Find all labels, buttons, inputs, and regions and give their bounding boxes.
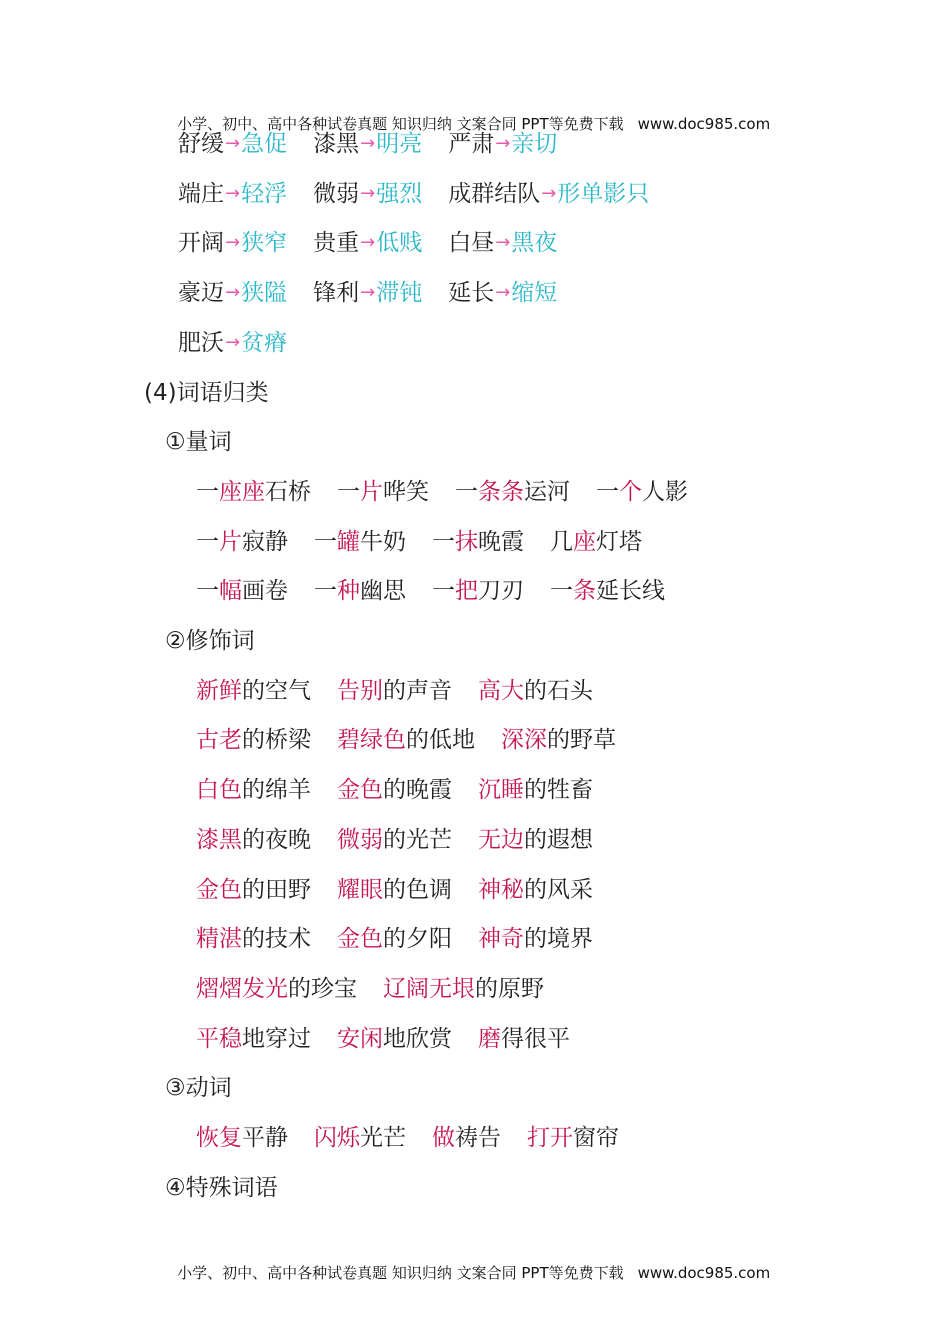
modifier-word: 白色: [196, 777, 242, 804]
modifier-word: 沉睡: [478, 777, 524, 804]
antonym-pair: [313, 271, 422, 317]
antonym-word: 轻浮: [241, 180, 288, 207]
verb-phrase: [196, 1116, 288, 1160]
modifier-word: 磨: [478, 1025, 501, 1052]
arrow-icon: →: [225, 232, 241, 254]
modifier-row: [196, 768, 593, 812]
measure-word: 罐: [337, 528, 360, 555]
measure-phrase: [196, 569, 288, 613]
numeral: 几: [550, 528, 573, 555]
measure-word-row: [196, 470, 688, 514]
modifier-phrase: [337, 1017, 452, 1061]
modifier-phrase: [478, 818, 593, 862]
object-word: 窗帘: [573, 1125, 619, 1151]
measure-phrase: [550, 520, 642, 564]
word: 贵重: [313, 230, 360, 257]
word: 端庄: [178, 180, 224, 207]
antonym-row: [178, 122, 557, 166]
modifier-phrase: [196, 917, 311, 961]
head-word: 的低地: [406, 727, 475, 754]
modifier-phrase: [478, 768, 593, 812]
antonym-word: 亲切: [511, 131, 558, 157]
modifier-word: 微弱: [337, 826, 383, 853]
modifier-phrase: [196, 669, 311, 713]
arrow-icon: →: [495, 282, 511, 304]
footer-banner: [158, 1244, 770, 1301]
head-word: 的声音: [383, 677, 452, 704]
verb-word: 闪烁: [314, 1125, 360, 1151]
antonym-word: 狭窄: [241, 230, 288, 257]
antonym-row: [178, 221, 557, 265]
verb-phrase: [432, 1116, 501, 1160]
modifier-row: [196, 967, 544, 1011]
modifier-word: 耀眼: [337, 876, 383, 903]
measure-phrase: [314, 569, 406, 613]
subsection-heading: [165, 619, 255, 663]
head-word: 地欣赏: [383, 1025, 452, 1052]
antonym-word: 形单影只: [557, 180, 650, 207]
antonym-word: 强烈: [376, 180, 423, 207]
subsection-title: ②修饰词: [165, 628, 255, 654]
modifier-phrase: [383, 967, 544, 1011]
modifier-phrase: [196, 818, 311, 862]
head-word: 的牲畜: [524, 777, 593, 804]
numeral: 一: [432, 528, 455, 555]
measure-phrase: [432, 569, 524, 613]
measure-word: 种: [337, 578, 360, 605]
arrow-icon: →: [495, 232, 511, 254]
modifier-word: 辽阔无垠: [383, 975, 475, 1002]
verb-word: 恢复: [196, 1125, 242, 1151]
subsection-heading: [165, 420, 232, 464]
word: 漆黑: [313, 131, 360, 157]
measure-word-row: [196, 520, 642, 564]
modifier-phrase: [196, 1017, 311, 1061]
head-word: 的原野: [475, 975, 544, 1002]
banner-text: 小学、初中、高中各种试卷真题 知识归纳 文案合同 PPT等免费下载: [177, 1264, 624, 1282]
measure-word: 条: [573, 578, 596, 605]
measure-word: 个: [619, 478, 642, 505]
modifier-phrase: [337, 768, 452, 812]
numeral: 一: [455, 478, 478, 505]
head-word: 的石头: [524, 677, 593, 704]
head-word: 地穿过: [242, 1025, 311, 1052]
numeral: 一: [432, 578, 455, 605]
modifier-word: 深深: [501, 727, 547, 754]
banner-site-link[interactable]: www.doc985.com: [637, 1264, 771, 1282]
antonym-pair: [178, 321, 287, 367]
modifier-word: 告别: [337, 677, 383, 704]
arrow-icon: →: [360, 232, 376, 254]
measure-word: 座: [573, 528, 596, 555]
verb-word: 打开: [527, 1125, 573, 1151]
antonym-pair: [178, 172, 287, 218]
modifier-phrase: [337, 669, 452, 713]
modifier-row: [196, 718, 616, 762]
word: 豪迈: [178, 280, 224, 307]
arrow-icon: →: [225, 133, 241, 154]
noun: 灯塔: [596, 528, 642, 555]
noun: 刀刃: [478, 578, 524, 605]
modifier-row: [196, 868, 593, 912]
head-word: 的桥梁: [242, 727, 311, 754]
head-word: 的技术: [242, 926, 311, 953]
antonym-pair: [313, 122, 422, 168]
noun: 画卷: [242, 578, 288, 605]
measure-phrase: [196, 470, 311, 514]
subsection-title: ③动词: [165, 1075, 232, 1102]
measure-phrase: [432, 520, 524, 564]
head-word: 得很平: [501, 1025, 570, 1052]
antonym-word: 滞钝: [376, 280, 423, 307]
noun: 幽思: [360, 578, 406, 605]
head-word: 的田野: [242, 876, 311, 903]
subsection-heading: [165, 1066, 232, 1110]
measure-word: 幅: [219, 578, 242, 605]
word: 舒缓: [178, 131, 224, 157]
antonym-pair: [178, 221, 287, 267]
modifier-phrase: [196, 768, 311, 812]
modifier-word: 熠熠发光: [196, 975, 288, 1002]
numeral: 一: [337, 478, 360, 505]
measure-word: 条条: [478, 478, 524, 505]
modifier-phrase: [478, 1017, 570, 1061]
measure-word: 抹: [455, 528, 478, 555]
object-word: 光芒: [360, 1125, 406, 1151]
measure-phrase: [314, 520, 406, 564]
head-word: 的遐想: [524, 826, 593, 853]
object-word: 祷告: [455, 1125, 501, 1151]
word: 严肃: [448, 131, 495, 157]
modifier-word: 高大: [478, 677, 524, 704]
antonym-word: 狭隘: [241, 280, 288, 307]
modifier-phrase: [478, 669, 593, 713]
head-word: 的境界: [524, 926, 593, 953]
modifier-word: 安闲: [337, 1025, 383, 1052]
modifier-word: 新鲜: [196, 677, 242, 704]
head-word: 的空气: [242, 677, 311, 704]
modifier-word: 金色: [337, 777, 383, 804]
modifier-word: 碧绿色: [337, 727, 406, 754]
word: 成群结队: [448, 180, 541, 207]
numeral: 一: [196, 478, 219, 505]
word: 微弱: [313, 180, 360, 207]
head-word: 的绵羊: [242, 777, 311, 804]
modifier-row: [196, 1017, 570, 1061]
head-word: 的夜晚: [242, 826, 311, 853]
head-word: 的色调: [383, 876, 452, 903]
arrow-icon: →: [225, 182, 241, 204]
modifier-row: [196, 669, 593, 713]
measure-phrase: [596, 470, 688, 514]
modifier-word: 古老: [196, 727, 242, 754]
word: 锋利: [313, 280, 360, 307]
head-word: 的夕阳: [383, 926, 452, 953]
arrow-icon: →: [541, 182, 557, 204]
noun: 延长线: [596, 578, 665, 605]
measure-word: 片: [360, 478, 383, 505]
word: 肥沃: [178, 329, 224, 356]
modifier-phrase: [501, 718, 616, 762]
word: 白昼: [448, 230, 495, 257]
modifier-phrase: [478, 917, 593, 961]
numeral: 一: [314, 528, 337, 555]
antonym-pair: [448, 221, 557, 267]
modifier-row: [196, 917, 593, 961]
word: 延长: [448, 280, 495, 307]
numeral: 一: [550, 578, 573, 605]
measure-word-row: [196, 569, 665, 613]
antonym-row: [178, 271, 557, 315]
noun: 寂静: [242, 528, 288, 555]
noun: 石桥: [265, 478, 311, 505]
head-word: 的珍宝: [288, 975, 357, 1002]
modifier-word: 神奇: [478, 926, 524, 953]
antonym-word: 缩短: [511, 280, 558, 307]
noun: 牛奶: [360, 528, 406, 555]
measure-phrase: [550, 569, 665, 613]
modifier-phrase: [337, 718, 475, 762]
modifier-phrase: [478, 868, 593, 912]
object-word: 平静: [242, 1125, 288, 1151]
arrow-icon: →: [225, 282, 241, 304]
numeral: 一: [196, 528, 219, 555]
antonym-pair: [448, 172, 649, 218]
verb-word: 做: [432, 1125, 455, 1151]
numeral: 一: [314, 578, 337, 605]
modifier-word: 精湛: [196, 926, 242, 953]
verb-row: [196, 1116, 619, 1160]
antonym-word: 黑夜: [511, 230, 558, 257]
antonym-row: [178, 321, 287, 365]
banner-site-link[interactable]: www.doc985.com: [637, 115, 771, 133]
measure-phrase: [337, 470, 429, 514]
section-title: (4)词语归类: [144, 379, 269, 406]
verb-phrase: [527, 1116, 619, 1160]
verb-phrase: [314, 1116, 406, 1160]
measure-phrase: [196, 520, 288, 564]
modifier-word: 神秘: [478, 876, 524, 903]
banner-text: 小学、初中、高中各种试卷真题 知识归纳 文案合同 PPT等免费下载: [177, 115, 624, 133]
antonym-pair: [448, 122, 557, 168]
noun: 哗笑: [383, 478, 429, 505]
antonym-word: 急促: [241, 131, 288, 157]
modifier-word: 金色: [196, 876, 242, 903]
antonym-word: 明亮: [376, 131, 423, 157]
antonym-pair: [313, 221, 422, 267]
head-word: 的晚霞: [383, 777, 452, 804]
measure-word: 把: [455, 578, 478, 605]
modifier-word: 金色: [337, 926, 383, 953]
antonym-pair: [448, 271, 557, 317]
modifier-phrase: [196, 967, 357, 1011]
antonym-pair: [178, 271, 287, 317]
measure-word: 座座: [219, 478, 265, 505]
head-word: 的野草: [547, 727, 616, 754]
antonym-pair: [313, 172, 422, 218]
antonym-row: [178, 172, 649, 216]
arrow-icon: →: [360, 282, 376, 304]
numeral: 一: [196, 578, 219, 605]
antonym-word: 贫瘠: [241, 329, 288, 356]
modifier-word: 无边: [478, 826, 524, 853]
antonym-pair: [178, 122, 287, 168]
arrow-icon: →: [360, 133, 376, 154]
noun: 人影: [642, 478, 688, 505]
modifier-row: [196, 818, 593, 862]
subsection-heading: [165, 1166, 278, 1210]
noun: 运河: [524, 478, 570, 505]
measure-word: 片: [219, 528, 242, 555]
head-word: 的光芒: [383, 826, 452, 853]
modifier-phrase: [337, 868, 452, 912]
arrow-icon: →: [495, 133, 511, 154]
numeral: 一: [596, 478, 619, 505]
arrow-icon: →: [225, 331, 241, 353]
modifier-phrase: [196, 718, 311, 762]
antonym-word: 低贱: [376, 230, 423, 257]
modifier-word: 漆黑: [196, 826, 242, 853]
measure-phrase: [455, 470, 570, 514]
word: 开阔: [178, 230, 224, 257]
subsection-title: ①量词: [165, 429, 232, 456]
modifier-word: 平稳: [196, 1025, 242, 1052]
modifier-phrase: [337, 917, 452, 961]
head-word: 的风采: [524, 876, 593, 903]
arrow-icon: →: [360, 182, 376, 204]
subsection-title: ④特殊词语: [165, 1174, 278, 1201]
noun: 晚霞: [478, 528, 524, 555]
section-heading: [144, 371, 269, 415]
modifier-phrase: [196, 868, 311, 912]
modifier-phrase: [337, 818, 452, 862]
